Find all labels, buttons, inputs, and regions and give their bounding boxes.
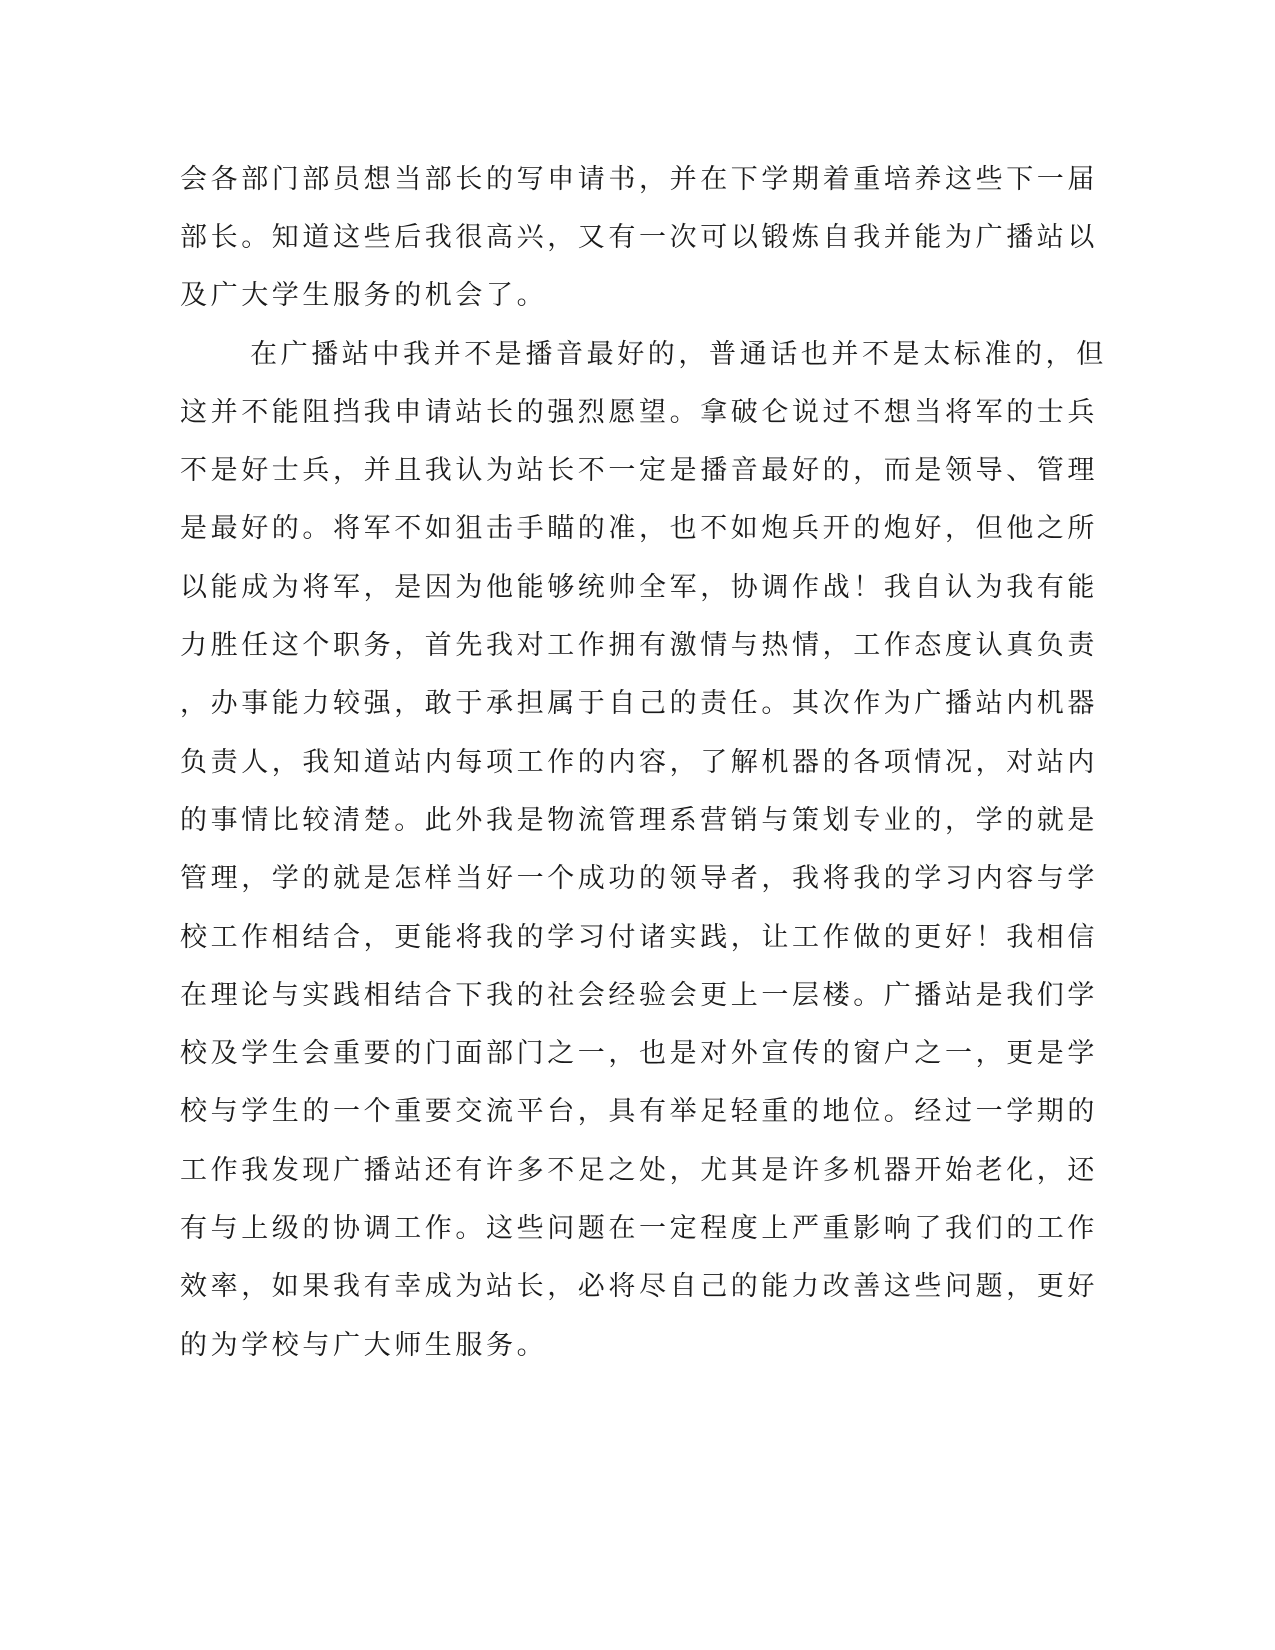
text-line	[0, 1034, 1275, 1074]
line-text: 是最好的。将军不如狙击手瞄的准，也不如炮兵开的炮好，但他之所	[180, 513, 1098, 544]
line-text: ，办事能力较强，敢于承担属于自己的责任。其次作为广播站内机器	[180, 688, 1098, 719]
text-line	[0, 1151, 1275, 1191]
line-text: 在广播站中我并不是播音最好的，普通话也并不是太标准的，但	[250, 339, 1107, 370]
line-text: 效率，如果我有幸成为站长，必将尽自己的能力改善这些问题，更好	[180, 1271, 1098, 1302]
line-text: 不是好士兵，并且我认为站长不一定是播音最好的，而是领导、管理	[180, 455, 1098, 486]
line-text: 管理，学的就是怎样当好一个成功的领导者，我将我的学习内容与学	[180, 863, 1098, 894]
text-line	[0, 859, 1275, 899]
text-line	[0, 509, 1275, 549]
line-text: 校与学生的一个重要交流平台，具有举足轻重的地位。经过一学期的	[180, 1096, 1098, 1127]
line-text: 的事情比较清楚。此外我是物流管理系营销与策划专业的，学的就是	[180, 805, 1098, 836]
line-text: 工作我发现广播站还有许多不足之处，尤其是许多机器开始老化，还	[180, 1155, 1098, 1186]
text-line	[0, 218, 1275, 258]
line-text: 负责人，我知道站内每项工作的内容，了解机器的各项情况，对站内	[180, 747, 1098, 778]
text-line	[0, 276, 1275, 316]
text-line	[0, 743, 1275, 783]
text-line	[0, 451, 1275, 491]
text-line	[0, 335, 1275, 375]
line-text: 的为学校与广大师生服务。	[180, 1330, 548, 1361]
text-line	[0, 918, 1275, 958]
line-text: 部长。知道这些后我很高兴，又有一次可以锻炼自我并能为广播站以	[180, 222, 1098, 253]
text-line	[0, 976, 1275, 1016]
line-text: 在理论与实践相结合下我的社会经验会更上一层楼。广播站是我们学	[180, 980, 1098, 1011]
line-text: 校及学生会重要的门面部门之一，也是对外宣传的窗户之一，更是学	[180, 1038, 1098, 1069]
text-line	[0, 626, 1275, 666]
line-text: 及广大学生服务的机会了。	[180, 280, 548, 311]
text-line	[0, 568, 1275, 608]
line-text: 会各部门部员想当部长的写申请书，并在下学期着重培养这些下一届	[180, 164, 1098, 195]
text-line	[0, 393, 1275, 433]
text-line	[0, 1267, 1275, 1307]
line-text: 以能成为将军，是因为他能够统帅全军，协调作战！我自认为我有能	[180, 572, 1098, 603]
text-line	[0, 684, 1275, 724]
line-text: 有与上级的协调工作。这些问题在一定程度上严重影响了我们的工作	[180, 1213, 1098, 1244]
text-line	[0, 1326, 1275, 1366]
text-line	[0, 1209, 1275, 1249]
line-text: 校工作相结合，更能将我的学习付诸实践，让工作做的更好！我相信	[180, 922, 1098, 953]
text-line	[0, 801, 1275, 841]
text-line	[0, 160, 1275, 200]
line-text: 这并不能阻挡我申请站长的强烈愿望。拿破仑说过不想当将军的士兵	[180, 397, 1098, 428]
text-line	[0, 1092, 1275, 1132]
line-text: 力胜任这个职务，首先我对工作拥有激情与热情，工作态度认真负责	[180, 630, 1098, 661]
